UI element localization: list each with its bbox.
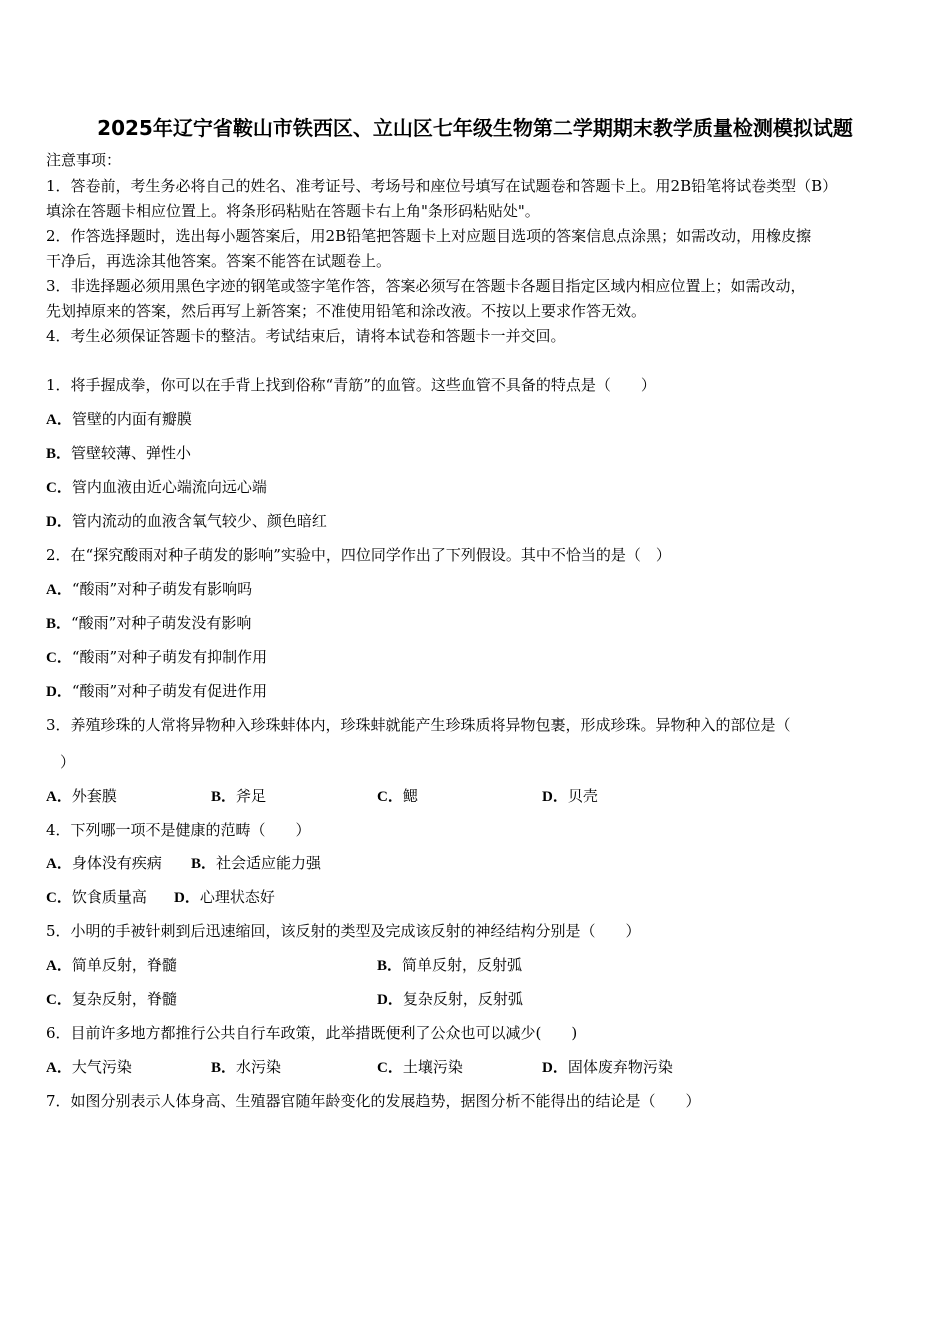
- q1-option-b: [46, 443, 191, 464]
- option-text: 管内血液由近心端流向远心端: [71, 478, 267, 496]
- q2-option-d: [46, 681, 267, 702]
- option-text: “酸雨”对种子萌发有促进作用: [71, 682, 268, 700]
- option-letter: A．: [46, 789, 72, 805]
- q3-option-c: [377, 786, 418, 807]
- option-letter: D．: [542, 789, 568, 805]
- q6-option-a: [46, 1057, 132, 1078]
- option-text: 简单反射，脊髓: [71, 956, 177, 974]
- q2-option-a: [46, 579, 252, 600]
- option-letter: C．: [46, 480, 72, 496]
- option-letter: B．: [211, 789, 237, 805]
- notice-line: 填涂在答题卡相应位置上。将条形码粘贴在答题卡右上角"条形码粘贴处"。: [46, 202, 540, 220]
- option-letter: D．: [542, 1060, 568, 1076]
- option-text: 土壤污染: [402, 1058, 463, 1076]
- q5-option-d: [377, 989, 523, 1010]
- option-text: 水污染: [236, 1058, 282, 1076]
- option-text: 复杂反射，脊髓: [71, 990, 177, 1008]
- notice-line: 干净后，再选涂其他答案。答案不能答在试题卷上。: [46, 252, 392, 270]
- question-6-stem: 6．目前许多地方都推行公共自行车政策，此举措既便利了公众也可以减少( ): [46, 1024, 578, 1042]
- option-letter: A．: [46, 856, 72, 872]
- option-text: 简单反射，反射弧: [402, 956, 523, 974]
- option-letter: C．: [377, 1060, 403, 1076]
- notice-line: 2．作答选择题时，选出每小题答案后，用2B铅笔把答题卡上对应题目选项的答案信息点涂黑；如需改动，用橡皮擦: [46, 227, 812, 245]
- option-letter: C．: [46, 650, 72, 666]
- q6-option-c: [377, 1057, 463, 1078]
- option-text: 鳃: [402, 787, 418, 805]
- question-5-stem: 5．小明的手被针刺到后迅速缩回，该反射的类型及完成该反射的神经结构分别是（ ）: [46, 922, 641, 940]
- option-letter: D．: [377, 992, 403, 1008]
- option-letter: B．: [191, 856, 217, 872]
- q1-option-d: [46, 511, 327, 532]
- option-letter: C．: [377, 789, 403, 805]
- option-letter: C．: [46, 992, 72, 1008]
- q4-option-c: [46, 887, 147, 908]
- question-7-stem: 7．如图分别表示人体身高、生殖器官随年龄变化的发展趋势，据图分析不能得出的结论是（ ）: [46, 1092, 701, 1110]
- option-letter: B．: [46, 446, 72, 462]
- q5-option-c: [46, 989, 177, 1010]
- notice-line: 1．答卷前，考生务必将自己的姓名、准考证号、考场号和座位号填写在试题卷和答题卡上。用2B铅笔将试卷类型（B）: [46, 177, 838, 195]
- option-text: 固体废弃物污染: [567, 1058, 673, 1076]
- option-text: 饮食质量高: [71, 888, 147, 906]
- option-text: 管壁较薄、弹性小: [71, 444, 192, 462]
- option-letter: D．: [174, 890, 200, 906]
- q4-option-a: [46, 853, 162, 874]
- q6-option-d: [542, 1057, 673, 1078]
- option-text: “酸雨”对种子萌发有影响吗: [71, 580, 253, 598]
- q4-option-d: [174, 887, 275, 908]
- option-text: 大气污染: [71, 1058, 132, 1076]
- q4-option-b: [191, 853, 321, 874]
- notice-line: 3．非选择题必须用黑色字迹的钢笔或签字笔作答，答案必须写在答题卡各题目指定区域内相应位置上；如需改动，: [46, 277, 806, 295]
- notice-line: 4．考生必须保证答题卡的整洁。考试结束后，请将本试卷和答题卡一并交回。: [46, 327, 566, 345]
- q2-option-b: [46, 613, 251, 634]
- option-text: 外套膜: [71, 787, 117, 805]
- q5-option-b: [377, 955, 522, 976]
- option-letter: A．: [46, 958, 72, 974]
- q3-option-b: [211, 786, 266, 807]
- q1-option-c: [46, 477, 267, 498]
- option-text: 管壁的内面有瓣膜: [71, 410, 192, 428]
- question-2-stem: 2．在“探究酸雨对种子萌发的影响”实验中，四位同学作出了下列假设。其中不恰当的是（ ）: [46, 546, 671, 564]
- question-3-stem-continued: ）: [60, 753, 76, 771]
- option-letter: A．: [46, 1060, 72, 1076]
- q3-option-d: [542, 786, 598, 807]
- option-text: 贝壳: [567, 787, 598, 805]
- option-text: 身体没有疾病: [71, 854, 162, 872]
- option-letter: B．: [46, 616, 72, 632]
- q5-option-a: [46, 955, 177, 976]
- option-letter: A．: [46, 582, 72, 598]
- question-3-stem: 3．养殖珍珠的人常将异物种入珍珠蚌体内，珍珠蚌就能产生珍珠质将异物包裹，形成珍珠。异物种入的部位是（: [46, 716, 791, 734]
- option-text: 斧足: [236, 787, 267, 805]
- option-text: 复杂反射，反射弧: [402, 990, 523, 1008]
- option-letter: B．: [211, 1060, 237, 1076]
- notice-heading: 注意事项：: [46, 151, 122, 169]
- option-text: 心理状态好: [199, 888, 275, 906]
- option-text: 社会适应能力强: [216, 854, 322, 872]
- question-1-stem: 1．将手握成拳，你可以在手背上找到俗称“青筋”的血管。这些血管不具备的特点是（ ）: [46, 376, 656, 394]
- q3-option-a: [46, 786, 117, 807]
- option-letter: D．: [46, 514, 72, 530]
- option-text: 管内流动的血液含氧气较少、颜色暗红: [71, 512, 327, 530]
- q1-option-a: [46, 409, 192, 430]
- option-text: “酸雨”对种子萌发有抑制作用: [71, 648, 268, 666]
- option-letter: B．: [377, 958, 403, 974]
- q2-option-c: [46, 647, 267, 668]
- option-letter: D．: [46, 684, 72, 700]
- question-4-stem: 4．下列哪一项不是健康的范畴（ ）: [46, 821, 311, 839]
- option-letter: C．: [46, 890, 72, 906]
- page-title: 2025年辽宁省鞍山市铁西区、立山区七年级生物第二学期期末教学质量检测模拟试题: [97, 116, 853, 140]
- option-letter: A．: [46, 412, 72, 428]
- option-text: “酸雨”对种子萌发没有影响: [71, 614, 252, 632]
- notice-line: 先划掉原来的答案，然后再写上新答案；不准使用铅笔和涂改液。不按以上要求作答无效。: [46, 302, 647, 320]
- q6-option-b: [211, 1057, 281, 1078]
